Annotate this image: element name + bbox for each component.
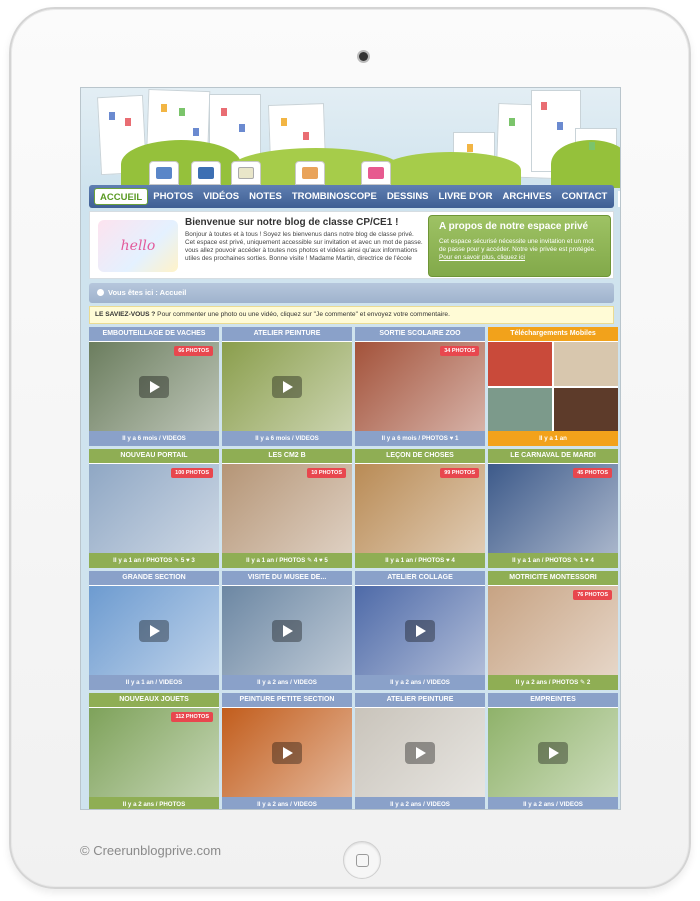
window — [467, 144, 473, 152]
card-thumbnail[interactable] — [89, 464, 219, 553]
nav-item-contact[interactable]: CONTACT — [561, 191, 608, 202]
media-card[interactable] — [222, 327, 352, 446]
film-glyph-icon — [198, 167, 214, 179]
home-button[interactable] — [343, 841, 381, 879]
card-thumbnail[interactable] — [355, 708, 485, 797]
card-title[interactable]: ATELIER PEINTURE — [355, 693, 485, 707]
play-icon[interactable] — [272, 376, 302, 398]
mosaic-tile — [554, 342, 618, 386]
bullet-icon — [97, 289, 104, 296]
photo-count-badge: 112 PHOTOS — [171, 712, 213, 722]
notes-tab-icon[interactable] — [231, 161, 261, 185]
nav-item-videos[interactable]: VIDÉOS — [203, 191, 240, 202]
about-text-body: Cet espace sécurisé nécessite une invitation et un mot de passe pour y accéder. Notre vie privée est protégée. — [439, 238, 597, 253]
media-card[interactable] — [355, 449, 485, 568]
card-title[interactable]: EMBOUTEILLAGE DE VACHES — [89, 327, 219, 341]
about-more-link[interactable]: Pour en savoir plus, cliquez ici — [439, 254, 525, 261]
card-title[interactable]: MOTRICITE MONTESSORI — [488, 571, 618, 585]
card-footer: Il y a 2 ans / VIDEOS — [222, 797, 352, 810]
nav-item-dessins[interactable]: DESSINS — [386, 191, 429, 202]
mobile-mosaic — [488, 342, 618, 431]
card-footer: Il y a 6 mois / PHOTOS ♥ 1 — [355, 431, 485, 446]
nav-item-photos[interactable]: PHOTOS — [153, 191, 194, 202]
hill — [381, 152, 521, 188]
card-thumbnail[interactable] — [89, 586, 219, 675]
photos-tab-icon[interactable] — [149, 161, 179, 185]
card-footer: Il y a 1 an / PHOTOS ✎ 5 ♥ 3 — [89, 553, 219, 568]
card-thumbnail[interactable] — [488, 342, 618, 431]
card-title[interactable]: Téléchargements Mobiles — [488, 327, 618, 341]
card-footer: Il y a 2 ans / VIDEOS — [355, 675, 485, 690]
window — [161, 104, 167, 112]
media-card[interactable] — [488, 693, 618, 810]
card-footer: Il y a 2 ans / PHOTOS — [89, 797, 219, 810]
card-title[interactable]: LEÇON DE CHOSES — [355, 449, 485, 463]
card-footer: Il y a 1 an — [488, 431, 618, 446]
window — [589, 142, 595, 150]
play-icon[interactable] — [272, 620, 302, 642]
photo-count-badge: 76 PHOTOS — [573, 590, 612, 600]
nav-item-archives[interactable]: ARCHIVES — [502, 191, 552, 202]
window — [557, 122, 563, 130]
card-footer: Il y a 2 ans / VIDEOS — [355, 797, 485, 810]
window — [221, 108, 227, 116]
card-thumbnail[interactable] — [488, 708, 618, 797]
card-thumbnail[interactable] — [488, 464, 618, 553]
main-nav — [89, 185, 614, 208]
breadcrumb-text: Vous êtes ici : Accueil — [108, 288, 187, 297]
media-card[interactable] — [355, 693, 485, 810]
card-thumbnail[interactable] — [222, 464, 352, 553]
window — [179, 108, 185, 116]
card-title[interactable]: ATELIER PEINTURE — [222, 327, 352, 341]
card-footer: Il y a 2 ans / VIDEOS — [222, 675, 352, 690]
media-card[interactable] — [89, 327, 219, 446]
palette-glyph-icon — [368, 167, 384, 179]
media-card[interactable] — [89, 693, 219, 810]
card-thumbnail[interactable] — [222, 586, 352, 675]
hill — [121, 140, 241, 188]
photo-count-badge: 66 PHOTOS — [174, 346, 213, 356]
tip-text: Pour commenter une photo ou une vidéo, cliquez sur "Je commente" et envoyez votre commentaire. — [157, 311, 450, 318]
home-square-icon — [356, 854, 369, 867]
card-title[interactable]: VISITE DU MUSEE DE... — [222, 571, 352, 585]
photo-count-badge: 34 PHOTOS — [440, 346, 479, 356]
window — [193, 128, 199, 136]
play-icon[interactable] — [538, 742, 568, 764]
photo-count-badge: 45 PHOTOS — [573, 468, 612, 478]
card-footer: Il y a 1 an / PHOTOS ♥ 4 — [355, 553, 485, 568]
media-card[interactable] — [355, 571, 485, 690]
about-text — [439, 238, 600, 262]
card-footer: Il y a 1 an / VIDEOS — [89, 675, 219, 690]
hello-image-text: hello — [120, 238, 156, 254]
card-title[interactable]: PEINTURE PETITE SECTION — [222, 693, 352, 707]
hello-image — [98, 220, 178, 272]
card-footer: Il y a 6 mois / VIDEOS — [222, 431, 352, 446]
welcome-panel — [89, 211, 614, 279]
mosaic-tile — [488, 342, 552, 386]
hill — [551, 140, 621, 188]
media-card[interactable] — [488, 571, 618, 690]
card-title[interactable]: GRANDE SECTION — [89, 571, 219, 585]
card-footer: Il y a 1 an / PHOTOS ✎ 1 ♥ 4 — [488, 553, 618, 568]
media-card[interactable] — [222, 449, 352, 568]
camera-icon — [359, 52, 368, 61]
card-title[interactable]: EMPREINTES — [488, 693, 618, 707]
play-icon[interactable] — [272, 742, 302, 764]
media-card[interactable] — [222, 571, 352, 690]
nav-item-accueil[interactable]: ACCUEIL — [94, 188, 148, 205]
card-title[interactable]: LE CARNAVAL DE MARDI — [488, 449, 618, 463]
media-card[interactable] — [89, 449, 219, 568]
header-banner — [81, 88, 621, 188]
window — [109, 112, 115, 120]
card-title[interactable]: NOUVEAUX JOUETS — [89, 693, 219, 707]
card-footer: Il y a 2 ans / VIDEOS — [488, 797, 618, 810]
copyright: © Creerunblogprive.com — [80, 843, 222, 858]
card-thumbnail[interactable] — [355, 586, 485, 675]
window — [541, 102, 547, 110]
card-thumbnail[interactable] — [222, 342, 352, 431]
camera-glyph-icon — [156, 167, 172, 179]
card-title[interactable]: NOUVEAU PORTAIL — [89, 449, 219, 463]
window — [281, 118, 287, 126]
nav-item-trombinoscope[interactable]: TROMBINOSCOPE — [291, 191, 377, 202]
card-title[interactable]: ATELIER COLLAGE — [355, 571, 485, 585]
photo-count-badge: 10 PHOTOS — [307, 468, 346, 478]
media-card[interactable] — [488, 449, 618, 568]
play-icon[interactable] — [405, 620, 435, 642]
mosaic-tile — [488, 388, 552, 432]
media-card[interactable] — [222, 693, 352, 810]
media-card[interactable] — [89, 571, 219, 690]
dessins-tab-icon[interactable] — [361, 161, 391, 185]
card-thumbnail[interactable] — [89, 708, 219, 797]
card-thumbnail[interactable] — [355, 342, 485, 431]
nav-item-notes[interactable]: NOTES — [249, 191, 282, 202]
trombinoscope-tab-icon[interactable] — [295, 161, 325, 185]
window — [509, 118, 515, 126]
card-title[interactable]: LES CM2 B — [222, 449, 352, 463]
card-footer: Il y a 1 an / PHOTOS ✎ 4 ♥ 5 — [222, 553, 352, 568]
tip-label: LE SAVIEZ-VOUS ? — [95, 311, 156, 318]
tip-bar — [89, 306, 614, 324]
card-thumbnail[interactable] — [488, 586, 618, 675]
card-thumbnail[interactable] — [355, 464, 485, 553]
photo-count-badge: 99 PHOTOS — [440, 468, 479, 478]
media-card[interactable] — [488, 327, 618, 446]
play-icon[interactable] — [139, 620, 169, 642]
window — [125, 118, 131, 126]
card-footer: Il y a 6 mois / VIDEOS — [89, 431, 219, 446]
about-title: A propos de notre espace privé — [439, 221, 589, 232]
play-icon[interactable] — [139, 376, 169, 398]
media-card[interactable] — [355, 327, 485, 446]
breadcrumb — [89, 283, 614, 303]
welcome-title: Bienvenue sur notre blog de classe CP/CE1 ! — [185, 217, 399, 228]
photo-count-badge: 100 PHOTOS — [171, 468, 213, 478]
window — [239, 124, 245, 132]
play-icon[interactable] — [405, 742, 435, 764]
screen — [80, 87, 621, 810]
window — [303, 132, 309, 140]
mosaic-tile — [554, 388, 618, 432]
videos-tab-icon[interactable] — [191, 161, 221, 185]
faces-glyph-icon — [302, 167, 318, 179]
notes-glyph-icon — [238, 167, 254, 179]
card-title[interactable]: SORTIE SCOLAIRE ZOO — [355, 327, 485, 341]
card-thumbnail[interactable] — [222, 708, 352, 797]
card-thumbnail[interactable] — [89, 342, 219, 431]
nav-item-livre-dor[interactable]: LIVRE D'OR — [438, 191, 493, 202]
card-footer: Il y a 2 ans / PHOTOS ✎ 2 — [488, 675, 618, 690]
about-box — [428, 215, 611, 277]
welcome-text: Bonjour à toutes et à tous ! Soyez les bienvenus dans notre blog de classe privé. Cet espace est privé, uniquement accessible sur invitation et avec un mot de passe. vous allez pouvoir accéder à toutes nos photos et vidéos ainsi qu'aux informations utiles des prochaines sorties. Bonne visite ! Madame Martin, directrice de l'école — [185, 231, 423, 262]
